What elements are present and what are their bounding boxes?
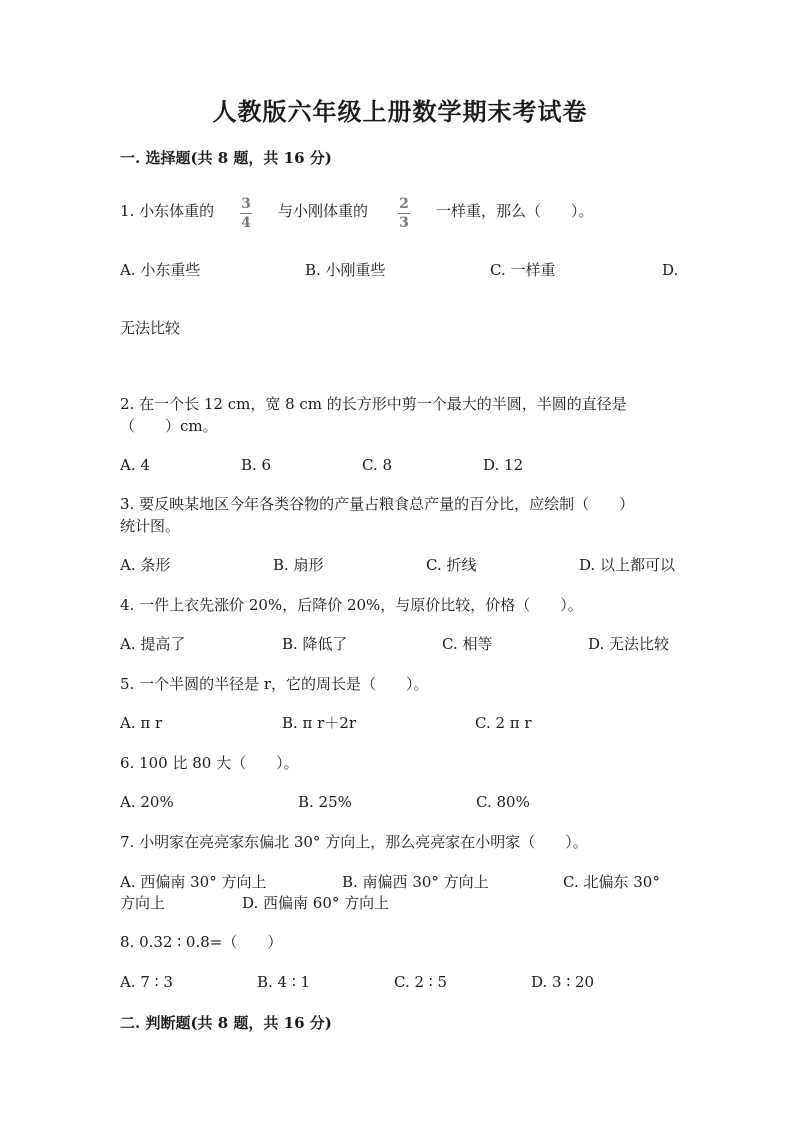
q4-option-b: B. 降低了 <box>282 635 348 653</box>
q3-option-b: B. 扇形 <box>273 556 324 574</box>
q8-option-a: A. 7 ∶ 3 <box>120 973 173 991</box>
q8-option-c: C. 2 ∶ 5 <box>394 973 448 991</box>
q1-frac2-numerator: 2 <box>399 196 409 212</box>
q3-text-line2: 统计图。 <box>120 517 181 535</box>
q5-option-c: C. 2 π r <box>475 714 532 732</box>
q5-text: 5. 一个半圆的半径是 r，它的周长是（ ）。 <box>120 675 429 693</box>
q8-option-b: B. 4 ∶ 1 <box>257 973 311 991</box>
q8-text: 8. 0.32 ∶ 0.8=（ ） <box>120 933 283 951</box>
q7-option-c-continued: 方向上 <box>120 894 166 912</box>
q6-option-a: A. 20% <box>120 793 174 811</box>
q2-option-c: C. 8 <box>362 456 393 474</box>
q2-option-a: A. 4 <box>120 456 150 474</box>
q3-option-d: D. 以上都可以 <box>579 556 676 574</box>
q4-option-a: A. 提高了 <box>120 635 186 653</box>
q1-option-a: A. 小东重些 <box>120 261 201 279</box>
q1-text-part3: 一样重，那么（ ）。 <box>436 202 594 220</box>
q4-option-d: D. 无法比较 <box>588 635 670 653</box>
q1-text-part1: 1. 小东体重的 <box>120 202 215 220</box>
q1-fraction-2-3 <box>398 196 410 231</box>
q1-frac2-denominator: 3 <box>399 215 409 231</box>
q4-text: 4. 一件上衣先涨价 20%，后降价 20%，与原价比较，价格（ ）。 <box>120 596 583 614</box>
q1-option-d-continued: 无法比较 <box>120 319 181 337</box>
q1-text-part2: 与小刚体重的 <box>278 202 369 220</box>
q6-text: 6. 100 比 80 大（ ）。 <box>120 754 299 772</box>
page-title: 人教版六年级上册数学期末考试卷 <box>212 97 588 126</box>
q3-option-c: C. 折线 <box>426 556 477 574</box>
q2-text-line1: 2. 在一个长 12 cm，宽 8 cm 的长方形中剪一个最大的半圆，半圆的直径是 <box>120 395 627 413</box>
q5-option-b: B. π r＋2r <box>282 714 357 732</box>
q6-option-b: B. 25% <box>298 793 352 811</box>
q1-option-d: D. <box>662 261 679 279</box>
q7-option-b: B. 南偏西 30° 方向上 <box>342 873 489 891</box>
q1-fraction-3-4 <box>240 196 252 231</box>
section-1-heading: 一. 选择题(共 8 题，共 16 分) <box>120 149 332 167</box>
q7-text: 7. 小明家在亮亮家东偏北 30° 方向上，那么亮亮家在小明家（ ）。 <box>120 833 588 851</box>
section-2-heading: 二. 判断题(共 8 题，共 16 分) <box>120 1014 332 1032</box>
q2-text-line2: （ ）cm。 <box>120 417 218 435</box>
q4-option-c: C. 相等 <box>442 635 493 653</box>
q5-option-a: A. π r <box>120 714 163 732</box>
q2-option-d: D. 12 <box>483 456 524 474</box>
q1-option-c: C. 一样重 <box>490 261 556 279</box>
q7-option-c: C. 北偏东 30° <box>563 873 660 891</box>
q3-option-a: A. 条形 <box>120 556 171 574</box>
q7-option-a: A. 西偏南 30° 方向上 <box>120 873 267 891</box>
q7-option-d: D. 西偏南 60° 方向上 <box>242 894 390 912</box>
q8-option-d: D. 3 ∶ 20 <box>531 973 595 991</box>
q1-option-b: B. 小刚重些 <box>305 261 386 279</box>
q3-text-line1: 3. 要反映某地区今年各类谷物的产量占粮食总产量的百分比，应绘制（ ） <box>120 495 635 513</box>
q2-option-b: B. 6 <box>241 456 272 474</box>
q6-option-c: C. 80% <box>476 793 530 811</box>
q1-frac1-denominator: 4 <box>241 215 251 231</box>
q1-frac1-numerator: 3 <box>241 196 251 212</box>
